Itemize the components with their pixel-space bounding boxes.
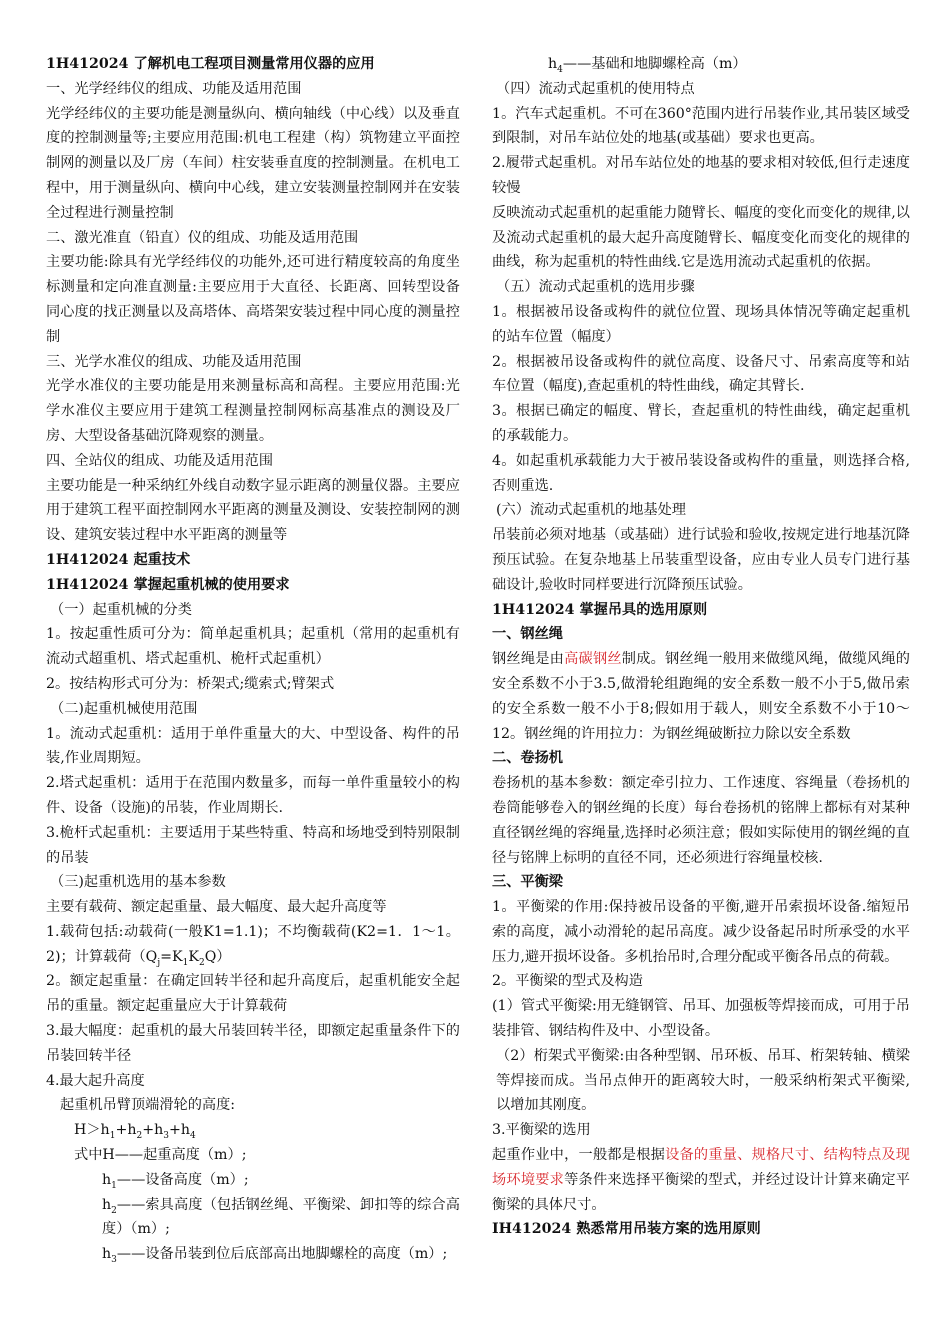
paragraph: 4.最大起升高度 bbox=[46, 1072, 145, 1089]
paragraph: （一）起重机械的分类 bbox=[50, 601, 192, 618]
highlight-text: 设备的重量、规格尺寸、结构特点及现场环境要求 bbox=[492, 1147, 910, 1188]
paragraph: 2.塔式起重机：适用于在范围内数量多，而每一单件重量较小的构件、设备（设施)的吊装，作业周期长. bbox=[46, 775, 460, 816]
paragraph: 3.平衡梁的选用 bbox=[492, 1122, 591, 1139]
paragraph: 2。额定起重量：在确定回转半径和起升高度后，起重机能安全起吊的重量。额定起重量应大于计算载荷 bbox=[46, 973, 460, 1015]
paragraph: (1）管式平衡梁:用无缝钢管、吊耳、加强板等焊接而成，可用于吊装排管、钢结构件及中、小型设备。 bbox=[492, 998, 910, 1040]
paragraph: 钢丝绳是由高碳钢丝制成。钢丝绳一般用来做缆风绳，做缆风绳的安全系数不小于3.5,做滑轮组跑绳的安全系数一般不小于5,做吊索的安全系数一般不小于8;假如用于载人，则安全系数不小于10～12。钢丝绳的许用拉力：为钢丝绳破断拉力除以安全系数 bbox=[492, 651, 910, 742]
paragraph: 式中H——起重高度（m）; bbox=[74, 1147, 247, 1164]
paragraph: 1。汽车式起重机。不可在360°范围内进行吊装作业,其吊装区域受到限制，对吊车站位处的地基(或基础）要求也更高。 bbox=[492, 105, 910, 147]
paragraph: 1。根据被吊设备或构件的就位位置、现场具体情况等确定起重机的站车位置（幅度） bbox=[492, 303, 910, 345]
paragraph: 2。根据被吊设备或构件的就位高度、设备尺寸、吊索高度等和站车位置（幅度),查起重机的特性曲线，确定其臂长. bbox=[492, 353, 910, 395]
section-heading: 二、卷扬机 bbox=[492, 750, 563, 767]
paragraph: $h_3——$设备吊装到位后底部高出地脚螺栓的高度（m）; bbox=[102, 1246, 448, 1266]
section-heading: 1H412024 掌握起重机械的使用要求 bbox=[46, 576, 290, 593]
paragraph: 光学水准仪的主要功能是用来测量标高和高程。主要应用范围:光学水准仪主要应用于建筑工程测量控制网标高基准点的测设及厂房、大型设备基础沉降观察的测量。 bbox=[46, 378, 460, 444]
left-column bbox=[46, 52, 460, 1267]
paragraph: 起重机吊臂顶端滑轮的高度: bbox=[60, 1097, 236, 1114]
paragraph: （五）流动式起重机的选用步骤 bbox=[496, 279, 695, 296]
section-heading: 1H412024 了解机电工程项目测量常用仪器的应用 bbox=[46, 56, 375, 72]
paragraph: 4。如起重机承载能力大于被吊装设备或构件的重量，则选择合格,否则重选. bbox=[492, 452, 910, 494]
paragraph: $H>h_1+h_2+h_3+h_4$ bbox=[74, 1122, 196, 1142]
paragraph: 1。流动式起重机：适用于单件重量大的大、中型设备、构件的吊装,作业周期短。 bbox=[46, 725, 460, 767]
paragraph: (六）流动式起重机的地基处理 bbox=[496, 502, 686, 519]
paragraph: 卷扬机的基本参数：额定牵引拉力、工作速度、容绳量（卷扬机的卷筒能够卷入的钢丝绳的长度）每台卷扬机的铭牌上都标有对某种直径钢丝绳的容绳量,选择时必须注意；假如实际使用的钢丝绳的直径与铭牌上标明的直径不同，还必须进行容绳量校核. bbox=[492, 775, 910, 866]
paragraph: （二)起重机械使用范围 bbox=[50, 700, 198, 717]
paragraph: $h_4——$基础和地脚螺栓高（m） bbox=[548, 56, 747, 75]
section-heading: IH412024 熟悉常用吊装方案的选用原则 bbox=[492, 1221, 761, 1238]
section-heading: 一、钢丝绳 bbox=[492, 626, 563, 643]
paragraph: 2.履带式起重机。对吊车站位处的地基的要求相对较低,但行走速度较慢 bbox=[492, 155, 910, 196]
section-heading: 三、平衡梁 bbox=[492, 874, 563, 891]
paragraph: 1.载荷包括:动载荷(一般K1=1.1)；不均衡载荷(K2=1．1～1。2)；计算载荷$(Q_j=K_1K_2Q)$ bbox=[46, 923, 460, 968]
paragraph: $h_2——$索具高度（包括钢丝绳、平衡梁、卸扣等的综合高度）（m）; bbox=[102, 1196, 460, 1238]
paragraph: （四）流动式起重机的使用特点 bbox=[496, 80, 695, 97]
paragraph: 主要功能:除具有光学经纬仪的功能外,还可进行精度较高的角度坐标测量和定向准直测量:主要应用于大直径、长距离、回转型设备同心度的找正测量以及高塔体、高塔架安装过程中同心度的测量控制 bbox=[46, 254, 460, 345]
paragraph: 2。平衡梁的型式及构造 bbox=[492, 973, 643, 990]
paragraph: 3。根据已确定的幅度、臂长，查起重机的特性曲线，确定起重机的承载能力。 bbox=[492, 403, 910, 444]
paragraph: （2）桁架式平衡梁:由各种型钢、吊环板、吊耳、桁架转轴、横梁等焊接而成。当吊点伸开的距离较大时，一般采纳桁架式平衡梁,以增加其刚度。 bbox=[496, 1047, 910, 1114]
paragraph: 主要功能是一种采纳红外线自动数字显示距离的测量仪器。主要应用于建筑工程平面控制网水平距离的测量及测设、安装控制网的测设、建筑安装过程中水平距离的测量等 bbox=[46, 477, 460, 544]
paragraph: 四、全站仪的组成、功能及适用范围 bbox=[46, 452, 274, 469]
paragraph: 1。按起重性质可分为：简单起重机具；起重机（常用的起重机有流动式超重机、塔式起重机、桅杆式起重机） bbox=[46, 626, 460, 668]
paragraph: 反映流动式起重机的起重能力随臂长、幅度的变化而变化的规律,以及流动式起重机的最大起升高度随臂长、幅度变化而变化的规律的曲线，称为起重机的特性曲线.它是选用流动式起重机的依据。 bbox=[492, 204, 910, 271]
paragraph: 三、光学水准仪的组成、功能及适用范围 bbox=[46, 353, 302, 370]
paragraph: 光学经纬仪的主要功能是测量纵向、横向轴线（中心线）以及垂直度的控制测量等;主要应用范围:机电工程建（构）筑物建立平面控制网的测量以及厂房（车间）柱安装垂直度的控制测量。在机电工程中，用于测量纵向、横向中心线，建立安装测量控制网并在安装全过程进行测量控制 bbox=[46, 105, 460, 221]
paragraph: 吊装前必须对地基（或基础）进行试验和验收,按规定进行地基沉降预压试验。在复杂地基上吊装重型设备，应由专业人员专门进行基础设计,验收时同样要进行沉降预压试验。 bbox=[492, 527, 910, 593]
right-column bbox=[492, 52, 910, 1242]
paragraph: 主要有载荷、额定起重量、最大幅度、最大起升高度等 bbox=[46, 899, 387, 916]
paragraph: $h_1——$设备高度（m）; bbox=[102, 1171, 249, 1191]
paragraph: 二、激光准直（铅直）仪的组成、功能及适用范围 bbox=[46, 229, 359, 246]
paragraph: 3.桅杆式起重机：主要适用于某些特重、特高和场地受到特别限制的吊装 bbox=[46, 824, 460, 866]
highlight-text: 高碳钢丝 bbox=[564, 651, 622, 668]
paragraph: （三)起重机选用的基本参数 bbox=[50, 874, 226, 891]
paragraph: 一、光学经纬仪的组成、功能及适用范围 bbox=[46, 80, 302, 97]
section-heading: 1H412024 掌握吊具的选用原则 bbox=[492, 601, 708, 618]
paragraph: 1。平衡梁的作用:保持被吊设备的平衡,避开吊索损坏设备.缩短吊索的高度，减小动滑轮的起吊高度。减少设备起吊时所承受的水平压力,避开损坏设备。多机抬吊时,合理分配或平衡各吊点的荷载。 bbox=[492, 899, 911, 965]
paragraph: 3.最大幅度：起重机的最大吊装回转半径，即额定起重量条件下的吊装回转半径 bbox=[46, 1023, 460, 1064]
paragraph: 2。按结构形式可分为：桥架式;缆索式;臂架式 bbox=[46, 675, 335, 692]
paragraph: 起重作业中，一般都是根据设备的重量、规格尺寸、结构特点及现场环境要求等条件来选择平衡梁的型式，并经过设计计算来确定平衡梁的具体尺寸。 bbox=[492, 1147, 910, 1213]
section-heading: 1H412024 起重技术 bbox=[46, 551, 191, 568]
